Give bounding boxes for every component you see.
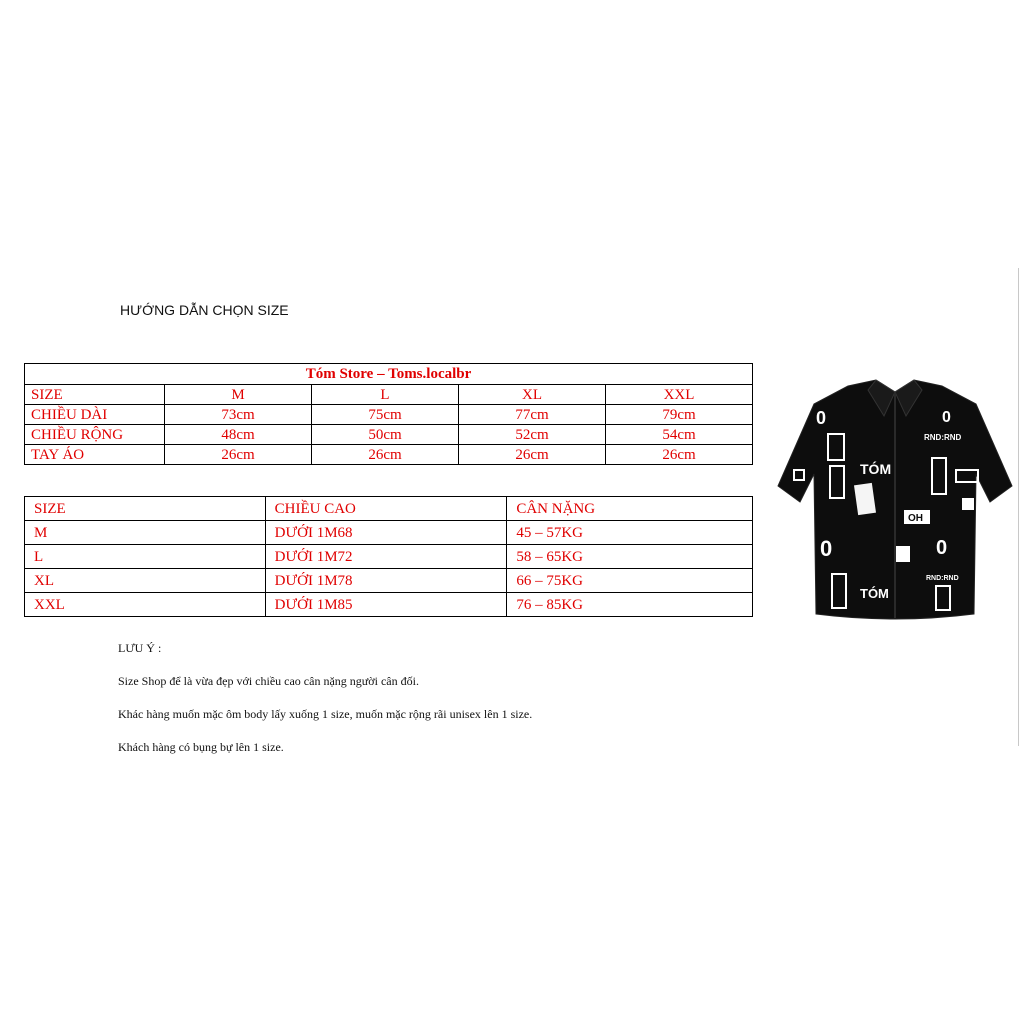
table-cell: 79cm xyxy=(606,405,753,425)
table-cell: 77cm xyxy=(459,405,606,425)
note-line: Khách hàng có bụng bự lên 1 size. xyxy=(118,740,284,754)
row-label: CHIỀU RỘNG xyxy=(25,425,165,445)
table-cell: 26cm xyxy=(165,445,312,465)
column-header: SIZE xyxy=(25,385,165,405)
table-cell: XXL xyxy=(25,593,266,617)
table-row xyxy=(25,445,753,465)
note-line: Size Shop để là vừa đẹp với chiều cao cân nặng người cân đối. xyxy=(118,674,419,688)
table-row xyxy=(25,497,753,521)
table-cell: M xyxy=(25,521,266,545)
table-cell: 66 – 75KG xyxy=(507,569,753,593)
size-measurement-table xyxy=(24,363,753,465)
size-fit-table xyxy=(24,496,753,617)
table-cell: DƯỚI 1M85 xyxy=(265,593,507,617)
print-text: OH xyxy=(908,513,923,524)
column-header: XXL xyxy=(606,385,753,405)
table-cell: 76 – 85KG xyxy=(507,593,753,617)
table-row xyxy=(25,569,753,593)
print-graphic: 0 xyxy=(816,408,827,428)
table-row xyxy=(25,385,753,405)
row-label: CHIỀU DÀI xyxy=(25,405,165,425)
print-graphic: 0 xyxy=(820,536,833,561)
store-header: Tóm Store – Toms.localbr xyxy=(25,364,753,385)
table-cell: 26cm xyxy=(459,445,606,465)
table-cell: 52cm xyxy=(459,425,606,445)
column-header: L xyxy=(312,385,459,405)
table-cell: 73cm xyxy=(165,405,312,425)
column-header: CÂN NẶNG xyxy=(507,497,753,521)
table-row xyxy=(25,521,753,545)
table-cell: 50cm xyxy=(312,425,459,445)
page-title: HƯỚNG DẪN CHỌN SIZE xyxy=(120,302,289,318)
table-row xyxy=(25,545,753,569)
table-cell: DƯỚI 1M68 xyxy=(265,521,507,545)
table-cell: 48cm xyxy=(165,425,312,445)
note-line: Khác hàng muốn mặc ôm body lấy xuống 1 size, muốn mặc rộng rãi unisex lên 1 size. xyxy=(118,707,533,721)
row-label: TAY ÁO xyxy=(25,445,165,465)
table-cell: 75cm xyxy=(312,405,459,425)
column-header: SIZE xyxy=(25,497,266,521)
table-cell: DƯỚI 1M72 xyxy=(265,545,507,569)
notes-section xyxy=(118,640,532,772)
table-cell: 26cm xyxy=(606,445,753,465)
notes-heading: LƯU Ý : xyxy=(118,641,162,655)
table-cell: 54cm xyxy=(606,425,753,445)
table-cell: DƯỚI 1M78 xyxy=(265,569,507,593)
divider-line xyxy=(1018,268,1019,746)
column-header: CHIỀU CAO xyxy=(265,497,507,521)
print-graphic: 0 xyxy=(942,409,951,426)
column-header: XL xyxy=(459,385,606,405)
shirt-product-image xyxy=(776,378,1014,620)
print-text: RND:RND xyxy=(926,575,959,582)
table-cell: 58 – 65KG xyxy=(507,545,753,569)
table-cell: 26cm xyxy=(312,445,459,465)
table-row xyxy=(25,425,753,445)
print-text: TÓM xyxy=(860,586,889,601)
table-cell: L xyxy=(25,545,266,569)
table-cell: 45 – 57KG xyxy=(507,521,753,545)
print-text: RND:RND xyxy=(924,433,962,442)
print-graphic: 0 xyxy=(936,537,948,559)
table-row xyxy=(25,405,753,425)
column-header: M xyxy=(165,385,312,405)
table-cell: XL xyxy=(25,569,266,593)
table-row xyxy=(25,593,753,617)
print-text: TÓM xyxy=(860,461,892,477)
